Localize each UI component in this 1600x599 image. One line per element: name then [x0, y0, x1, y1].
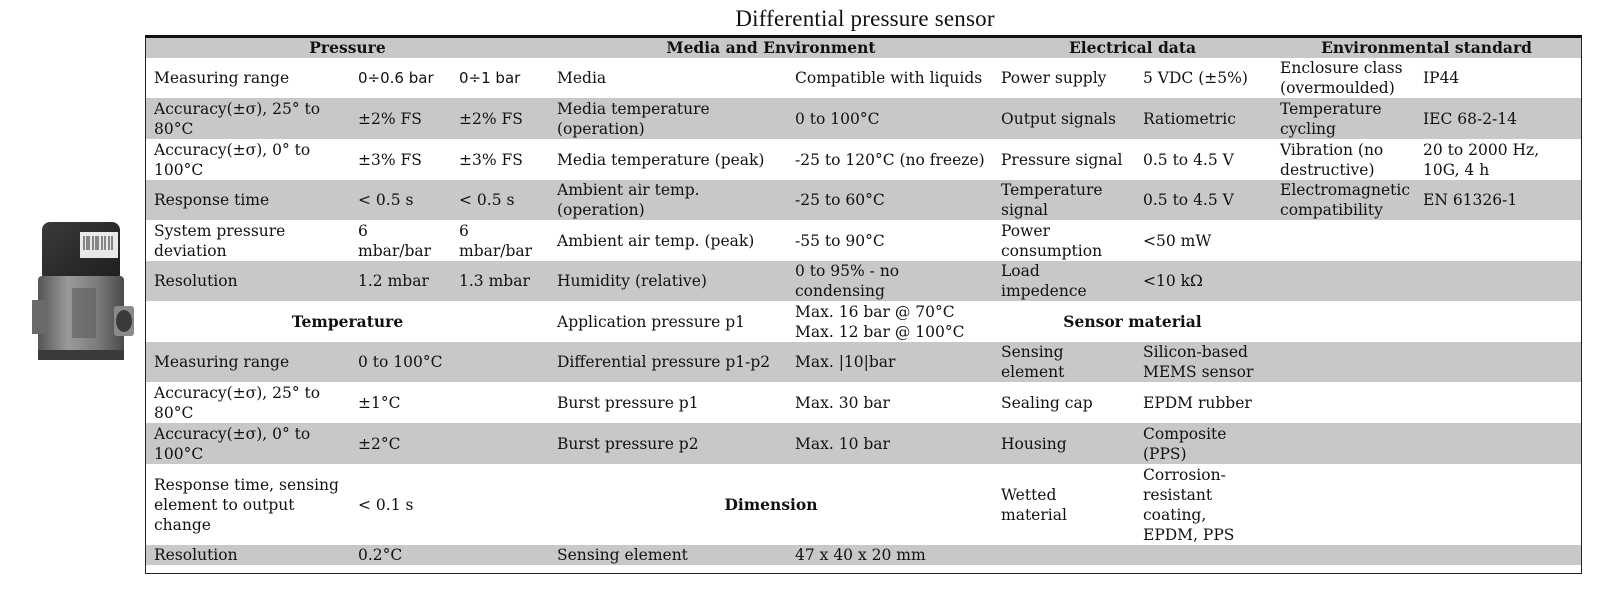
- section-header-pressure: Pressure: [146, 38, 549, 58]
- cell: Media temperature (peak): [549, 139, 787, 180]
- cell: Enclosure class (overmoulded): [1272, 58, 1415, 98]
- cell: Housing: [993, 423, 1135, 464]
- cell: Sealing cap: [993, 382, 1135, 423]
- cell: [1415, 261, 1581, 301]
- cell: [1415, 545, 1581, 565]
- table-row: [146, 38, 1581, 58]
- cell: ±2% FS: [350, 98, 451, 139]
- cell: EPDM rubber: [1135, 382, 1272, 423]
- cell: [1135, 545, 1272, 565]
- cell: Ratiometric: [1135, 98, 1272, 139]
- table-row: [146, 58, 1581, 98]
- cell: 0 to 100°C: [787, 98, 993, 139]
- cell: 0.5 to 4.5 V: [1135, 180, 1272, 220]
- cell: Ambient air temp. (operation): [549, 180, 787, 220]
- section-header-dimension: Dimension: [549, 464, 993, 545]
- cell: [993, 545, 1135, 565]
- cell: Measuring range: [146, 58, 350, 98]
- cell: Load impedence: [993, 261, 1135, 301]
- cell: Resolution: [146, 545, 350, 565]
- cell: Response time, sensing element to output change: [146, 464, 350, 545]
- cell: Burst pressure p1: [549, 382, 787, 423]
- cell: Humidity (relative): [549, 261, 787, 301]
- cell: Pressure signal: [993, 139, 1135, 180]
- cell: [1272, 220, 1415, 261]
- table-row: [146, 545, 1581, 565]
- cell: Compatible with liquids: [787, 58, 993, 98]
- cell: < 0.1 s: [350, 464, 549, 545]
- cell: [1415, 301, 1581, 342]
- cell: [1272, 342, 1415, 382]
- cell: 0 to 95% - no condensing: [787, 261, 993, 301]
- cell: [1272, 464, 1415, 545]
- cell: [1415, 423, 1581, 464]
- cell: -25 to 120°C (no freeze): [787, 139, 993, 180]
- cell: [1272, 423, 1415, 464]
- table-row: [146, 464, 1581, 545]
- cell: Sensing element: [993, 342, 1135, 382]
- cell: Temperature cycling: [1272, 98, 1415, 139]
- cell: Accuracy(±σ), 0° to 100°C: [146, 423, 350, 464]
- cell: Resolution: [146, 261, 350, 301]
- cell: Application pressure p1: [549, 301, 787, 342]
- cell: <10 kΩ: [1135, 261, 1272, 301]
- cell: 0.5 to 4.5 V: [1135, 139, 1272, 180]
- cell: Max. 10 bar: [787, 423, 993, 464]
- table-row: [146, 261, 1581, 301]
- table-row: [146, 139, 1581, 180]
- cell: Response time: [146, 180, 350, 220]
- cell: Media: [549, 58, 787, 98]
- pressure-sensor-photo: [32, 210, 134, 370]
- cell: ±1°C: [350, 382, 549, 423]
- cell: Electromagnetic compatibility: [1272, 180, 1415, 220]
- cell: [1272, 382, 1415, 423]
- cell: Sensing element: [549, 545, 787, 565]
- cell: ±3% FS: [350, 139, 451, 180]
- cell: Max. |10|bar: [787, 342, 993, 382]
- cell: Max. 30 bar: [787, 382, 993, 423]
- cell: 5 VDC (±5%): [1135, 58, 1272, 98]
- cell: 0 to 100°C: [350, 342, 549, 382]
- cell: System pressure deviation: [146, 220, 350, 261]
- section-header-sensor-material: Sensor material: [993, 301, 1272, 342]
- section-header-electrical: Electrical data: [993, 38, 1272, 58]
- cell: Power consumption: [993, 220, 1135, 261]
- cell: 6 mbar/bar: [451, 220, 549, 261]
- cell: [1415, 342, 1581, 382]
- table-row: [146, 382, 1581, 423]
- cell: Accuracy(±σ), 25° to 80°C: [146, 98, 350, 139]
- cell: 1.2 mbar: [350, 261, 451, 301]
- spec-table: [146, 38, 1581, 565]
- cell: Ambient air temp. (peak): [549, 220, 787, 261]
- cell: Vibration (no destructive): [1272, 139, 1415, 180]
- cell: Measuring range: [146, 342, 350, 382]
- cell: < 0.5 s: [350, 180, 451, 220]
- cell: 6 mbar/bar: [350, 220, 451, 261]
- cell: [1272, 301, 1415, 342]
- cell: ±2°C: [350, 423, 549, 464]
- cell: [1272, 261, 1415, 301]
- cell: Composite (PPS): [1135, 423, 1272, 464]
- section-header-media-environment: Media and Environment: [549, 38, 993, 58]
- section-header-environmental-standard: Environmental standard: [1272, 38, 1581, 58]
- section-header-temperature: Temperature: [146, 301, 549, 342]
- cell: 0.2°C: [350, 545, 549, 565]
- page-title: Differential pressure sensor: [735, 6, 995, 31]
- cell: ±2% FS: [451, 98, 549, 139]
- cell: Temperature signal: [993, 180, 1135, 220]
- cell: 47 x 40 x 20 mm: [787, 545, 993, 565]
- cell: Power supply: [993, 58, 1135, 98]
- cell: Silicon-based MEMS sensor: [1135, 342, 1272, 382]
- cell: 20 to 2000 Hz, 10G, 4 h: [1415, 139, 1581, 180]
- cell: Differential pressure p1-p2: [549, 342, 787, 382]
- cell: Accuracy(±σ), 0° to 100°C: [146, 139, 350, 180]
- cell: [1415, 382, 1581, 423]
- cell: 1.3 mbar: [451, 261, 549, 301]
- table-row: [146, 220, 1581, 261]
- table-row: [146, 423, 1581, 464]
- cell: Max. 16 bar @ 70°C Max. 12 bar @ 100°C: [787, 301, 993, 342]
- cell: Accuracy(±σ), 25° to 80°C: [146, 382, 350, 423]
- cell: ±3% FS: [451, 139, 549, 180]
- cell: [1415, 464, 1581, 545]
- cell: [1415, 220, 1581, 261]
- cell: [1272, 545, 1415, 565]
- table-row: [146, 98, 1581, 139]
- cell: Corrosion-resistant coating, EPDM, PPS: [1135, 464, 1272, 545]
- table-row: [146, 301, 1581, 342]
- cell: 0÷0.6 bar: [350, 58, 451, 98]
- cell: -55 to 90°C: [787, 220, 993, 261]
- cell: Wetted material: [993, 464, 1135, 545]
- cell: EN 61326-1: [1415, 180, 1581, 220]
- cell: < 0.5 s: [451, 180, 549, 220]
- cell: IEC 68-2-14: [1415, 98, 1581, 139]
- cell: <50 mW: [1135, 220, 1272, 261]
- cell: -25 to 60°C: [787, 180, 993, 220]
- cell: Output signals: [993, 98, 1135, 139]
- cell: IP44: [1415, 58, 1581, 98]
- cell: Burst pressure p2: [549, 423, 787, 464]
- table-row: [146, 180, 1581, 220]
- cell: 0÷1 bar: [451, 58, 549, 98]
- cell: Media temperature (operation): [549, 98, 787, 139]
- table-row: [146, 342, 1581, 382]
